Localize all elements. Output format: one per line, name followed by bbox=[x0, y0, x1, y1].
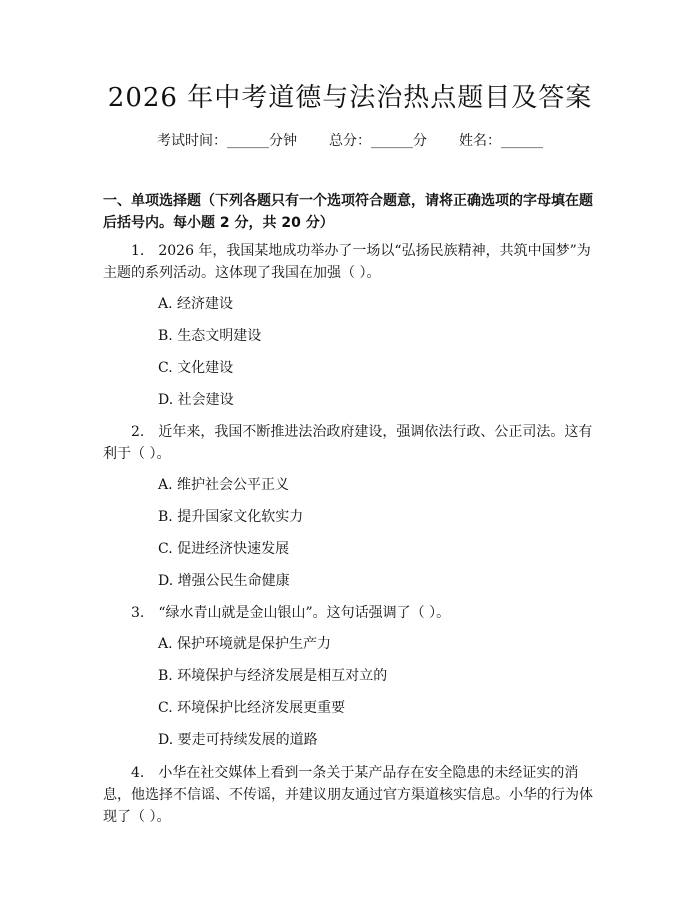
question-2-option-b: B. 提升国家文化软实力 bbox=[158, 509, 304, 525]
question-3: 3. “绿水青山就是金山银山”。这句话强调了（ ）。 bbox=[131, 605, 451, 621]
question-3-option-b: B. 环境保护与经济发展是相互对立的 bbox=[158, 668, 388, 684]
total-score-field: 总分：______分 bbox=[329, 133, 427, 149]
question-2: 2. 近年来，我国不断推进法治政府建设，强调依法行政、公正司法。这有利于（ ）。 bbox=[103, 424, 593, 462]
section-heading: 一、单项选择题（下列各题只有一个选项符合题意，请将正确选项的字母填在题后括号内。每小题 2 分，共 20 分） bbox=[103, 193, 593, 231]
question-2-option-c: C. 促进经济快速发展 bbox=[158, 541, 290, 557]
question-1-option-d: D. 社会建设 bbox=[158, 392, 234, 408]
document-title: 2026 年中考道德与法治热点题目及答案 bbox=[107, 83, 593, 113]
question-1: 1. 2026 年，我国某地成功举办了一场以“弘扬民族精神，共筑中国梦”为主题的系列活动。这体现了我国在加强（ ）。 bbox=[103, 243, 591, 281]
question-1-option-c: C. 文化建设 bbox=[158, 360, 234, 376]
question-3-option-d: D. 要走可持续发展的道路 bbox=[158, 732, 318, 748]
question-3-option-c: C. 环境保护比经济发展更重要 bbox=[158, 700, 346, 716]
question-2-option-a: A. 维护社会公平正义 bbox=[158, 477, 290, 493]
student-name-field: 姓名：______ bbox=[459, 133, 543, 149]
exam-meta-line bbox=[0, 131, 700, 151]
question-3-option-a: A. 保护环境就是保护生产力 bbox=[158, 636, 332, 652]
exam-time-field: 考试时间：______分钟 bbox=[157, 133, 297, 149]
question-4: 4. 小华在社交媒体上看到一条关于某产品存在安全隐患的未经证实的消息，他选择不信谣、不传谣，并建议朋友通过官方渠道核实信息。小华的行为体现了（ ）。 bbox=[103, 765, 593, 825]
question-2-option-d: D. 增强公民生命健康 bbox=[158, 573, 290, 589]
question-1-option-a: A. 经济建设 bbox=[158, 296, 234, 312]
question-1-option-b: B. 生态文明建设 bbox=[158, 328, 262, 344]
